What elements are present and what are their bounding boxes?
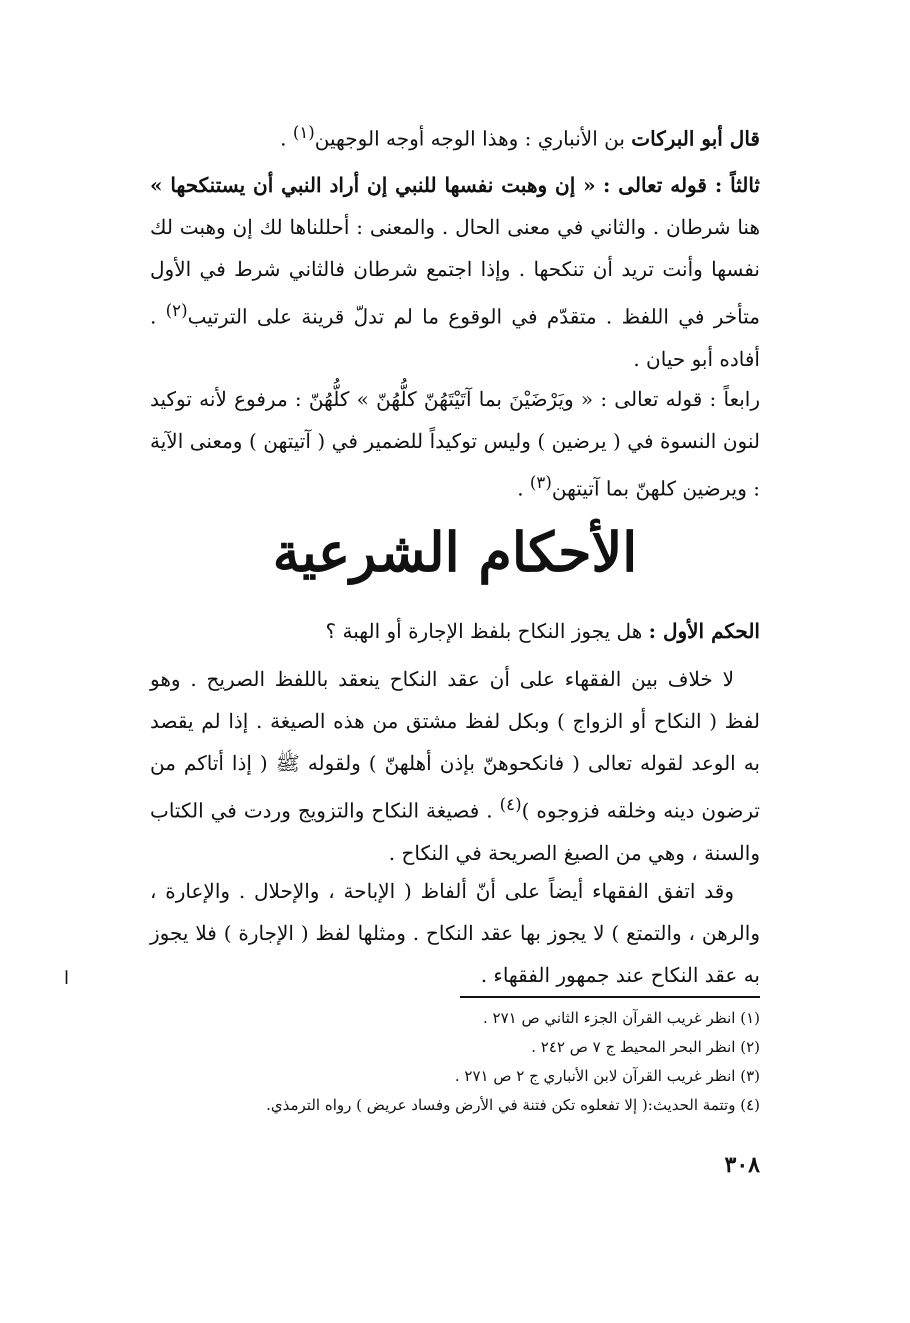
paragraph-end: . [517, 476, 530, 501]
footnote-2: (٢) انظر البحر المحيط ج ٧ ص ٢٤٢ . [531, 1038, 760, 1056]
paragraph-text: هنا شرطان . والثاني في معنى الحال . والمعنى : أحللناها لك إن وهبت لك نفسها وأنت تريد أن تنكحها . وإذا اجتمع شرطان فالثاني شرط في الأول متأخر في اللفظ . متقدّم في الوقوع ما لم تدلّ قرينة على الترتيب [150, 215, 761, 329]
page-number: ٣٠٨ [724, 1152, 760, 1178]
footnote-divider [460, 996, 760, 998]
section-heading: الأحكام الشرعية [272, 520, 638, 584]
footnotes [120, 1004, 760, 1120]
footnote-3: (٣) انظر غريب القرآن لابن الأنباري ج ٢ ص ٢٧١ . [454, 1067, 760, 1085]
paragraph-text: وقد اتفق الفقهاء أيضاً على أنّ ألفاظ ( الإباحة ، والإحلال . والإعارة ، والرهن ، والتمتع ) لا يجوز بها عقد النكاح . ومثلها لفظ ( الإجارة ) فلا يجوز به عقد النكاح عند جمهور الفقهاء . [150, 879, 760, 987]
paragraph-text: رابعاً : قوله تعالى : « ويَرْضَيْنَ بما آتَيْتَهُنّ كلُّهُنّ » كلُّهُنّ : مرفوع لأنه توكيد لنون النسوة في ( يرضين ) وليس توكيداً للضمير في ( آتيتهن ) ومعنى الآية : ويرضين كلهنّ بما آتيتهن [150, 387, 760, 501]
hukm-lead: الحكم الأول : [648, 619, 760, 643]
footnote-ref: (٣) [529, 473, 552, 492]
paragraph-la-khilaf [150, 658, 760, 874]
hukm-heading [150, 610, 760, 652]
paragraph-end: . فصيغة النكاح والتزويج وردت في الكتاب والسنة ، وهي من الصيغ الصريحة في النكاح . [150, 798, 760, 865]
footnote-4: (٤) وتتمة الحديث:( إلا تفعلوه تكن فتنة في الأرض وفساد عريض ) رواه الترمذي. [266, 1096, 760, 1114]
hukm-question: هل يجوز النكاح بلفظ الإجارة أو الهبة ؟ [325, 619, 649, 643]
paragraph-lead: ثالثاً : قوله تعالى : [602, 173, 760, 197]
footnote-ref: (٤) [499, 795, 522, 814]
paragraph-rabian [150, 378, 760, 510]
footnote-ref: (٢) [165, 301, 188, 320]
paragraph-text: بن الأنباري : وهذا الوجه أوجه الوجهين [314, 126, 625, 151]
paragraph-thalithan [150, 164, 760, 380]
paragraph-end: . أفاده أبو حيان . [150, 304, 760, 371]
paragraph-lead: قال أبو البركات [631, 126, 760, 151]
paragraph-abul-barakat [150, 112, 760, 160]
quran-quote: « إن وهبت نفسها للنبي إن أراد النبي أن يستنكحها » [150, 173, 596, 197]
paragraph-text: لا خلاف بين الفقهاء على أن عقد النكاح ينعقد باللفظ الصريح . وهو لفظ ( النكاح أو الزواج ) وبكل لفظ مشتق من هذه الصيغة . إذا لم يقصد به الوعد لقوله تعالى ( فانكحوهنّ بإذن أهلهنّ ) ولقوله ﷺ ( إذا أتاكم من ترضون دينه وخلقه فزوجوه ) [150, 667, 760, 823]
margin-mark: ا [64, 968, 70, 989]
footnote-1: (١) انظر غريب القرآن الجزء الثاني ص ٢٧١ . [483, 1009, 760, 1027]
paragraph-wa-qad-ittafaqa [150, 870, 760, 996]
footnote-ref: (١) [292, 123, 315, 142]
paragraph-end: . [280, 126, 293, 151]
